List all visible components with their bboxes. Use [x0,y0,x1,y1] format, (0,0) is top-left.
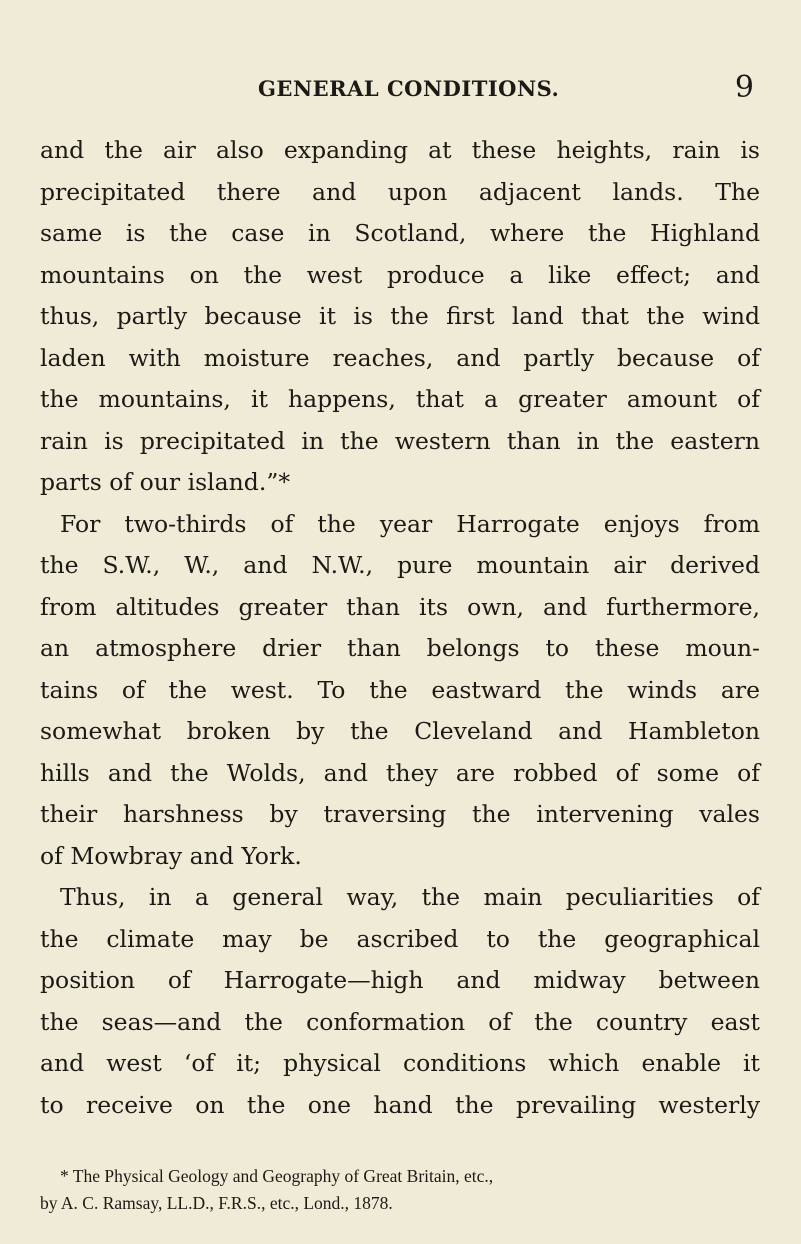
paragraph-start-line: Thus, in a general way, the main peculiarities of [60,883,760,911]
text-line: same is the case in Scotland, where the Highland [40,219,760,247]
text-line: of Mowbray and York. [40,841,302,870]
text-line: and the air also expanding at these heights, rain is [40,136,760,164]
text-line: parts of our island.”* [40,468,291,496]
footnote-line: * The Physical Geology and Geography of Great Britain, etc., [60,1166,494,1186]
body-text [40,130,760,1126]
running-title: GENERAL CONDITIONS. [258,76,560,101]
text-line: mountains on the west produce a like effect; and [40,260,760,289]
text-line: the mountains, it happens, that a greater amount of [40,385,760,413]
text-line: tains of the west. To the eastward the winds are [40,675,760,704]
text-line: precipitated there and upon adjacent lands. The [40,177,760,206]
text-line: laden with moisture reaches, and partly because of [40,343,760,372]
footnote-line: by A. C. Ramsay, LL.D., F.R.S., etc., Lond., 1878. [40,1193,393,1213]
page-number: 9 [734,70,754,105]
running-head [40,70,760,110]
text-line: position of Harrogate—high and midway between [40,966,760,994]
text-line: the S.W., W., and N.W., pure mountain air derived [40,551,760,579]
text-line: to receive on the one hand the prevailing westerly [40,1090,760,1119]
footnote [40,1163,760,1217]
text-line: the seas—and the conformation of the country east [40,1007,760,1036]
text-line: from altitudes greater than its own, and furthermore, [40,592,760,621]
text-line: their harshness by traversing the intervening vales [40,800,760,828]
text-line: hills and the Wolds, and they are robbed of some of [40,758,760,787]
text-line: rain is precipitated in the western than in the eastern [40,426,760,455]
text-line: and west ʻof it; physical conditions which enable it [40,1049,760,1077]
paragraph-start-line: For two-thirds of the year Harrogate enjoys from [60,509,760,538]
text-line: the climate may be ascribed to the geographical [40,924,760,953]
text-line: thus, partly because it is the first land that the wind [40,302,760,330]
text-line: an atmosphere drier than belongs to these moun- [40,634,760,662]
text-line: somewhat broken by the Cleveland and Hambleton [40,717,760,745]
